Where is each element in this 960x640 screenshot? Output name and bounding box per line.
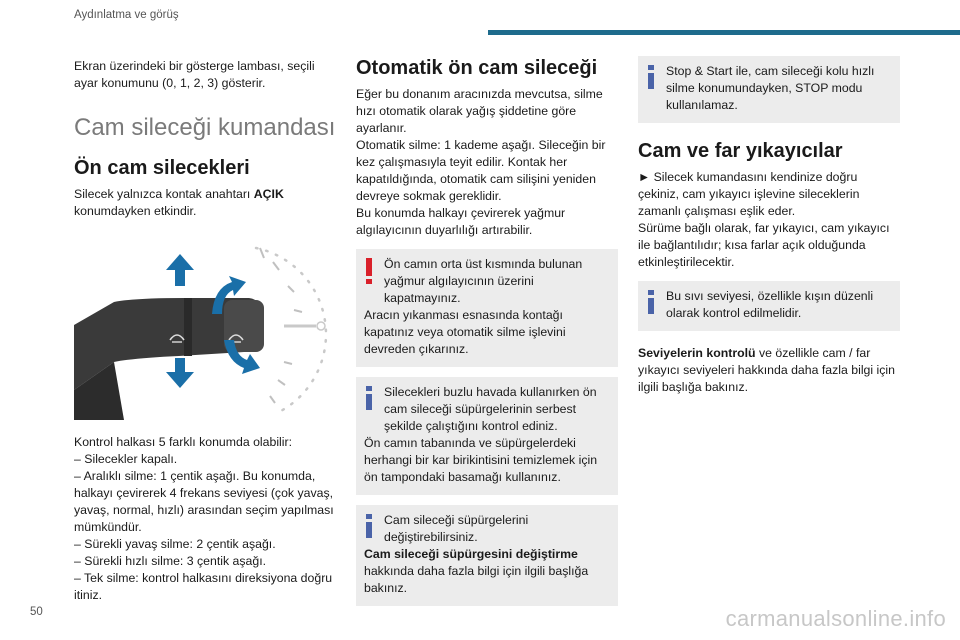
levels-text: Seviyelerin kontrolü ve özellikle cam / far yıkayıcı seviyeleri hakkında daha fazla bilgi için ilgili başlığa bakınız. [638,346,895,394]
info-blades-text-rest: Cam sileceği süpürgesini değiştirme hakkında daha fazla bilgi için ilgili başlığa bakınız. [364,547,589,595]
list-line-0: Kontrol halkası 5 farklı konumda olabilir: [74,435,293,449]
column-1 [74,58,336,604]
running-header: Aydınlatma ve görüş [74,9,179,21]
info-blades-text-first: Cam sileceği süpürgelerini değiştirebilirsiniz. [384,513,529,544]
auto-wiper-title: Otomatik ön cam sileceği [356,57,598,79]
info-icon [366,386,372,410]
wiper-stalk-illustration-icon [74,240,336,420]
auto-wiper-para-0: Eğer bu donanım aracınızda mevcutsa, silme hızı otomatik olarak yağış şiddetine göre ayarlanır. [356,87,603,135]
list-line-3: – Sürekli yavaş silme: 2 çentik aşağı. [74,537,276,551]
header-accent-bar [488,30,960,35]
warning-text-first: Ön camın orta üst kısmında bulunan yağmur algılayıcının üzerini kapatmayınız. [384,257,583,305]
info-stop-start-text: Stop & Start ile, cam sileceği kolu hızlı silme konumundayken, STOP modu kullanılamaz. [666,64,875,112]
auto-wiper-para-2: Bu konumda halkayı çevirerek yağmur algılayıcının duyarlılığı artırabilir. [356,206,566,237]
info-box-ice [356,377,618,495]
info-box-fluid [638,281,900,331]
warning-text-rest: Aracın yıkanması esnasında kontağı kapatınız veya otomatik silme işlevini devreden çıkarınız. [364,308,566,356]
washers-para: Sürüme bağlı olarak, far yıkayıcı, cam yıkayıcı ile bağlantılıdır; kısa farlar açık olduğunda etkinleştirilecektir. [638,221,890,269]
info-icon [648,290,654,314]
column-3 [638,58,900,396]
warning-icon [366,258,372,284]
page-number: 50 [30,606,43,618]
list-line-1: – Silecekler kapalı. [74,452,178,466]
column-2 [356,58,618,616]
info-ice-text-rest: Ön camın tabanında ve süpürgelerdeki herhangi bir kar birikintisini temizlemek için ön tampondaki basamağı kullanınız. [364,436,598,484]
front-wipers-title: Ön cam silecekleri [74,157,250,179]
wiper-stalk-figure [74,240,336,420]
intro-text: Ekran üzerindeki bir gösterge lambası, seçili ayar konumunu (0, 1, 2, 3) gösterir. [74,59,315,90]
front-wipers-text: Silecek yalnızca kontak anahtarı AÇIK konumdayken etkindir. [74,187,284,218]
list-line-4: – Sürekli hızlı silme: 3 çentik aşağı. [74,554,267,568]
auto-wiper-para-1: Otomatik silme: 1 kademe aşağı. Sileceğin bir kez çalışmasıyla teyit edilir. Kontak her kapatıldığında, otomatik cam silişini yeniden devreye sokmak gereklidir. [356,138,606,203]
section-title: Cam sileceği kumandası [74,114,336,141]
info-ice-text-first: Silecekleri buzlu havada kullanırken ön cam sileceği süpürgelerinin serbest şekilde çalıştığını kontrol ediniz. [384,385,597,433]
washers-title: Cam ve far yıkayıcılar [638,140,843,162]
info-icon [366,514,372,538]
info-icon [648,65,654,89]
washers-arrow-text: ► Silecek kumandasını kendinize doğru çekiniz, cam yıkayıcı işlevine sileceklerin zamanlı çalışması eşlik eder. [638,170,860,218]
list-line-5: – Tek silme: kontrol halkasını direksiyona doğru itiniz. [74,571,333,602]
info-box-stop-start [638,56,900,123]
warning-box [356,249,618,367]
watermark: carmanualsonline.info [725,606,946,631]
info-box-blades [356,505,618,606]
list-line-2: – Aralıklı silme: 1 çentik aşağı. Bu konumda, halkayı çevirerek 4 frekans seviyesi (çok yavaş, yavaş, normal, hızlı) arasından seçim yapılması mümkündür. [74,469,334,534]
info-fluid-text: Bu sıvı seviyesi, özellikle kışın düzenli olarak kontrol edilmelidir. [666,289,874,320]
